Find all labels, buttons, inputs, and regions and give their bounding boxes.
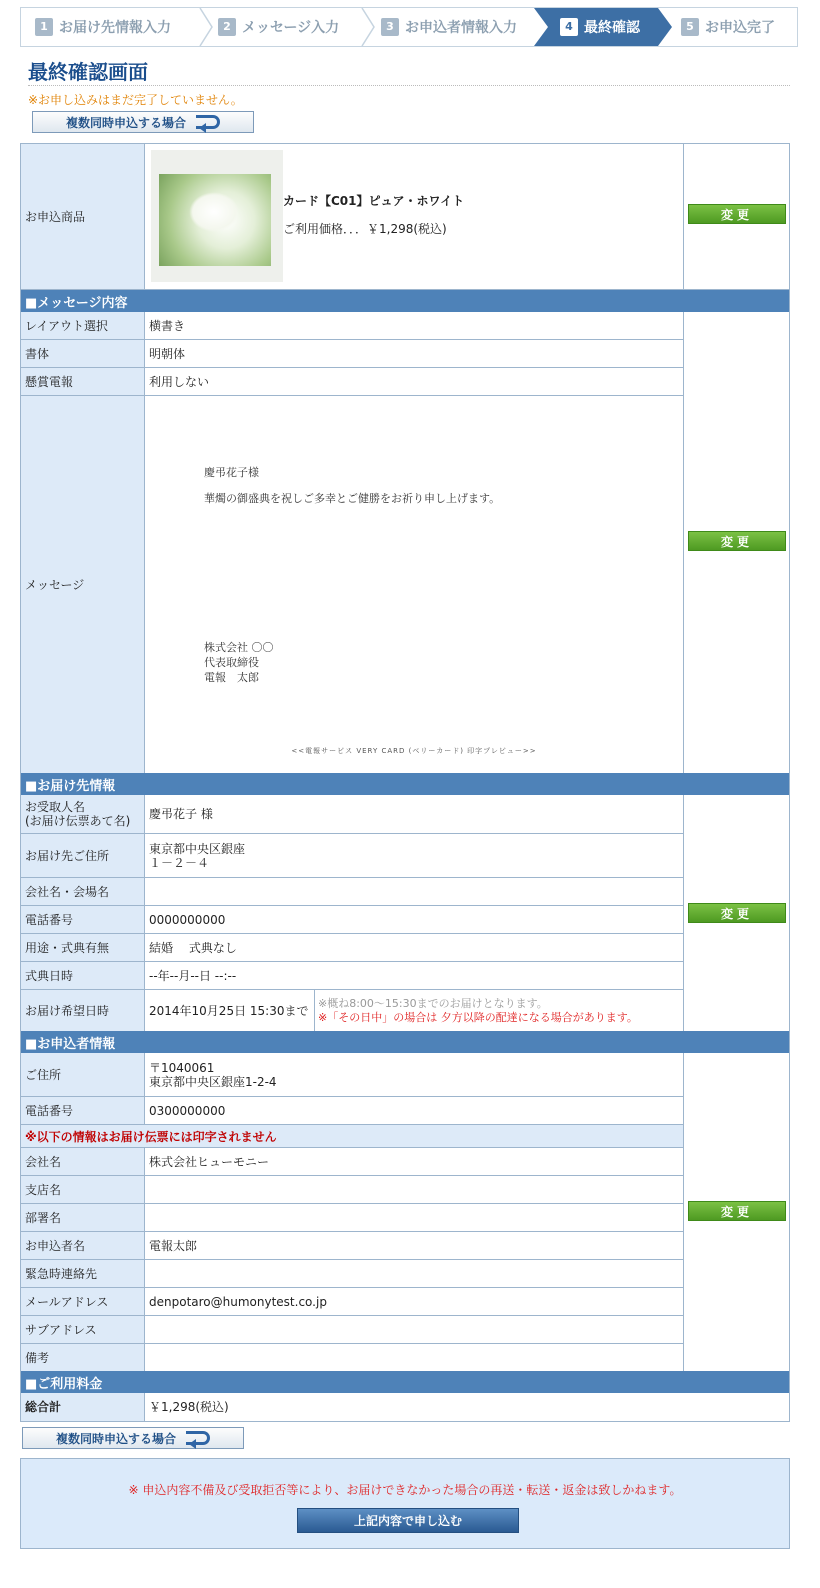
subaddress-row	[21, 1316, 683, 1344]
delivery-change-button[interactable]: 変更	[688, 903, 786, 923]
font-label: 書体	[21, 340, 145, 367]
applicant-change-button[interactable]: 変更	[688, 1201, 786, 1221]
subaddress-value	[145, 1316, 683, 1343]
step-3-label: お申込者情報入力	[405, 20, 517, 36]
applicant-name-row	[21, 1232, 683, 1260]
delivery-address-label: お届け先ご住所	[21, 834, 145, 877]
branch-value	[145, 1176, 683, 1203]
desired-time-row	[21, 990, 683, 1031]
product-change-cell	[683, 144, 789, 290]
font-value: 明朝体	[149, 346, 186, 361]
message-sign-company: 株式会社 〇〇	[204, 641, 274, 654]
email-label: メールアドレス	[21, 1288, 145, 1315]
delivery-phone-value: 0000000000	[149, 912, 226, 927]
subaddress-label: サブアドレス	[21, 1316, 145, 1343]
layout-row	[21, 312, 683, 340]
ceremony-label: 式典日時	[21, 962, 145, 989]
step-5	[681, 8, 797, 46]
title-divider	[28, 85, 790, 86]
incomplete-warning: ※お申し込みはまだ完了していません。	[28, 93, 243, 107]
submit-application-button[interactable]: 上記内容で申し込む	[297, 1508, 519, 1533]
venue-label: 会社名・会場名	[21, 878, 145, 905]
step-3-number: 3	[381, 18, 399, 36]
step-4-current	[534, 8, 658, 46]
step-5-number: 5	[681, 18, 699, 36]
chevron-right-icon	[199, 8, 213, 46]
recipient-label: お受取人名 (お届け伝票あて名)	[21, 795, 145, 833]
remarks-label: 備考	[21, 1344, 145, 1371]
email-value: denpotaro@humonytest.co.jp	[149, 1294, 327, 1309]
recipient-value: 慶弔花子 様	[149, 807, 213, 821]
delivery-notes	[315, 990, 683, 1031]
applicant-name-value: 電報太郎	[149, 1238, 198, 1253]
delivery-change-cell	[683, 795, 789, 1031]
step-2	[218, 8, 358, 46]
step-arrow-left-icon	[534, 8, 548, 46]
ceremony-row	[21, 962, 683, 990]
delivery-phone-row	[21, 906, 683, 934]
applicant-zip: 〒1040061	[149, 1060, 215, 1075]
message-label: メッセージ	[21, 396, 145, 773]
message-row	[21, 396, 683, 773]
message-sign-title: 代表取締役	[204, 656, 259, 669]
company-row	[21, 1148, 683, 1176]
layout-value: 横書き	[149, 318, 186, 333]
product-name: カード【C01】ピュア・ホワイト	[283, 194, 465, 208]
delivery-note-1: ※概ね8:00～15:30までのお届けとなります。	[318, 996, 548, 1010]
applicant-address: 東京都中央区銀座1-2-4	[149, 1074, 277, 1089]
message-preview	[145, 396, 683, 773]
total-row	[21, 1393, 789, 1421]
step-2-label: メッセージ入力	[242, 20, 340, 36]
not-printed-notice: ※以下の情報はお届け伝票には印字されません	[25, 1129, 277, 1144]
company-label: 会社名	[21, 1148, 145, 1175]
desired-time-value: 2014年10月25日 15:30まで	[145, 990, 315, 1031]
applicant-phone-row	[21, 1097, 683, 1125]
desired-time-label: お届け希望日時	[21, 990, 145, 1031]
return-arrow-icon	[196, 115, 220, 129]
preview-caption: <<電報サービス VERY CARD (ベリーカード) 印字プレビュー>>	[291, 747, 537, 755]
message-recipient: 慶弔花子様	[204, 466, 259, 479]
page-title: 最終確認画面	[28, 60, 148, 84]
delivery-address-line2: １－２－４	[149, 855, 210, 870]
emergency-label: 緊急時連絡先	[21, 1260, 145, 1287]
applicant-address-row	[21, 1053, 683, 1097]
recipient-row	[21, 795, 683, 834]
confirmation-table	[20, 143, 790, 1422]
multi-order-label: 複数同時申込する場合	[65, 115, 186, 130]
department-row	[21, 1204, 683, 1232]
ceremony-value: --年--月--日 --:--	[149, 968, 237, 983]
venue-value	[145, 878, 683, 905]
step-1-label: お届け先情報入力	[59, 20, 171, 36]
venue-row	[21, 878, 683, 906]
total-value: ￥1,298(税込)	[149, 1400, 229, 1414]
message-section-header: ■メッセージ内容	[21, 290, 789, 312]
layout-label: レイアウト選択	[21, 312, 145, 339]
multi-order-button-bottom[interactable]	[22, 1427, 244, 1449]
contest-row	[21, 368, 683, 396]
step-4-number: 4	[560, 18, 578, 36]
remarks-value	[145, 1344, 683, 1371]
applicant-phone-value: 0300000000	[149, 1103, 226, 1118]
product-value	[145, 144, 683, 289]
message-change-button[interactable]: 変更	[688, 531, 786, 551]
branch-label: 支店名	[21, 1176, 145, 1203]
applicant-phone-label: 電話番号	[21, 1097, 145, 1124]
message-change-cell	[683, 312, 789, 773]
step-2-number: 2	[218, 18, 236, 36]
contest-label: 懸賞電報	[21, 368, 145, 395]
total-label: 総合計	[21, 1393, 145, 1421]
usage-label: 用途・式典有無	[21, 934, 145, 961]
message-sign-name: 電報 太郎	[204, 671, 259, 684]
contest-value: 利用しない	[149, 374, 210, 389]
step-4-label: 最終確認	[584, 20, 640, 36]
product-image	[151, 150, 283, 282]
delivery-section-header: ■お届け先情報	[21, 773, 789, 795]
not-printed-notice-row	[21, 1125, 683, 1148]
company-value: 株式会社ヒューモニー	[149, 1154, 270, 1169]
department-label: 部署名	[21, 1204, 145, 1231]
chevron-right-icon	[361, 8, 375, 46]
progress-steps	[20, 7, 798, 47]
multi-order-button[interactable]	[32, 111, 254, 133]
step-1	[35, 8, 197, 46]
product-row	[21, 144, 789, 290]
step-1-number: 1	[35, 18, 53, 36]
usage-row	[21, 934, 683, 962]
applicant-name-label: お申込者名	[21, 1232, 145, 1259]
product-label: お申込商品	[21, 144, 145, 289]
step-5-label: お申込完了	[705, 20, 775, 36]
step-arrow-right-icon	[658, 8, 672, 46]
delivery-address-row	[21, 834, 683, 878]
usage-value: 結婚 式典なし	[149, 940, 237, 955]
delivery-note-2: ※「その日中」の場合は 夕方以降の配達になる場合があります。	[318, 1010, 638, 1024]
remarks-row	[21, 1344, 683, 1371]
applicant-address-value	[145, 1053, 683, 1096]
product-price: ご利用価格．．．￥1,298(税込)	[283, 222, 447, 236]
email-row	[21, 1288, 683, 1316]
department-value	[145, 1204, 683, 1231]
message-body: 華燭の御盛典を祝しご多幸とご健勝をお祈り申し上げます。	[204, 492, 501, 505]
footer-panel	[20, 1458, 790, 1549]
fee-section-header: ■ご利用料金	[21, 1371, 789, 1393]
delivery-address-value	[145, 834, 683, 877]
multi-order-label-bottom: 複数同時申込する場合	[55, 1431, 176, 1446]
refund-notice: ※ 申込内容不備及び受取拒否等により、お届けできなかった場合の再送・転送・返金は致しかねます。	[128, 1483, 682, 1497]
font-row	[21, 340, 683, 368]
step-3	[381, 8, 541, 46]
branch-row	[21, 1176, 683, 1204]
return-arrow-icon	[186, 1431, 210, 1445]
applicant-change-cell	[683, 1053, 789, 1371]
product-change-button[interactable]: 変更	[688, 204, 786, 224]
delivery-address-line1: 東京都中央区銀座	[149, 841, 246, 856]
delivery-phone-label: 電話番号	[21, 906, 145, 933]
emergency-value	[145, 1260, 683, 1287]
applicant-address-label: ご住所	[21, 1053, 145, 1096]
applicant-section-header: ■お申込者情報	[21, 1031, 789, 1053]
emergency-row	[21, 1260, 683, 1288]
